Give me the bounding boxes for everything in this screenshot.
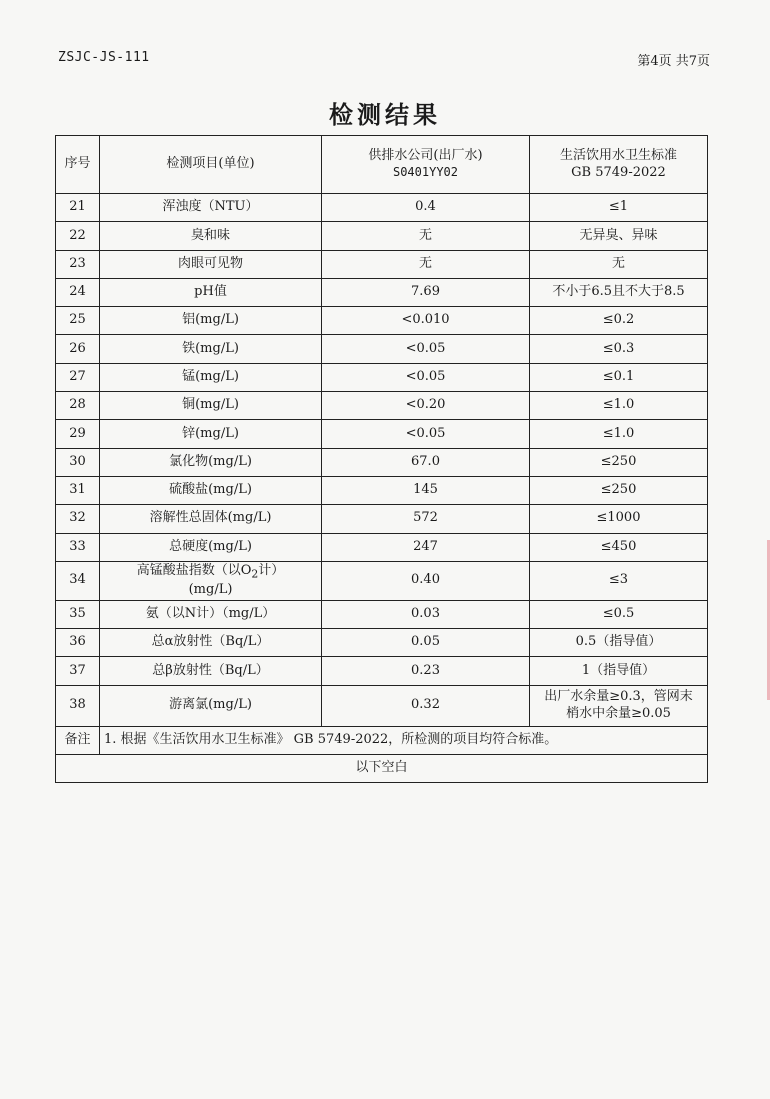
row-result: <0.05 xyxy=(322,363,530,391)
header-sample xyxy=(322,136,530,194)
row-item: 硫酸盐(mg/L) xyxy=(100,476,322,504)
row-limit: ≤0.1 xyxy=(530,363,708,391)
table-row xyxy=(56,278,708,306)
row-item-unit: (mg/L) xyxy=(188,581,233,597)
blank-row xyxy=(56,755,708,783)
row-result: 无 xyxy=(322,250,530,278)
row-no: 33 xyxy=(56,533,100,561)
blank-text: 以下空白 xyxy=(56,755,708,783)
page-title: 检测结果 xyxy=(329,101,441,129)
table-row xyxy=(56,250,708,278)
row-limit-line: 梢水中余量≥0.05 xyxy=(566,705,671,721)
row-limit: 1（指导值） xyxy=(530,657,708,685)
row-no: 28 xyxy=(56,392,100,420)
row-item: 总β放射性（Bq/L） xyxy=(100,657,322,685)
row-limit: 0.5（指导值） xyxy=(530,629,708,657)
table-row xyxy=(56,335,708,363)
row-result: <0.010 xyxy=(322,307,530,335)
row-limit: ≤1.0 xyxy=(530,392,708,420)
row-item: 氯化物(mg/L) xyxy=(100,448,322,476)
row-item: 氨（以N计）（mg/L） xyxy=(100,600,322,628)
row-result: 0.4 xyxy=(322,194,530,222)
row-item: 铝(mg/L) xyxy=(100,307,322,335)
row-limit: ≤250 xyxy=(530,476,708,504)
row-item-part: 高锰酸盐指数（以O xyxy=(136,563,252,579)
row-no: 38 xyxy=(56,685,100,726)
table-row xyxy=(56,629,708,657)
page-info: 第4页 共7页 xyxy=(637,54,710,69)
row-no: 31 xyxy=(56,476,100,504)
row-limit: ≤0.2 xyxy=(530,307,708,335)
header-item: 检测项目(单位) xyxy=(100,136,322,194)
row-limit: ≤1000 xyxy=(530,505,708,533)
row-limit: ≤1 xyxy=(530,194,708,222)
document-code: ZSJC-JS-111 xyxy=(58,50,150,65)
row-item: pH值 xyxy=(100,278,322,306)
header-sample-code: S0401YY02 xyxy=(392,165,459,180)
note-label: 备注 xyxy=(56,726,100,754)
row-item: 臭和味 xyxy=(100,222,322,250)
row-item: 锰(mg/L) xyxy=(100,363,322,391)
row-no: 37 xyxy=(56,657,100,685)
row-result: 无 xyxy=(322,222,530,250)
row-item: 溶解性总固体(mg/L) xyxy=(100,505,322,533)
row-limit xyxy=(530,685,708,726)
table-row xyxy=(56,533,708,561)
row-result: <0.20 xyxy=(322,392,530,420)
row-limit: 无 xyxy=(530,250,708,278)
row-item: 浑浊度（NTU） xyxy=(100,194,322,222)
row-result: 145 xyxy=(322,476,530,504)
table-row xyxy=(56,392,708,420)
table-row xyxy=(56,194,708,222)
table-row xyxy=(56,685,708,726)
row-item xyxy=(100,561,322,600)
header-seq: 序号 xyxy=(56,136,100,194)
results-table xyxy=(55,135,708,783)
row-item-part: 计） xyxy=(258,563,285,579)
row-item: 游离氯(mg/L) xyxy=(100,685,322,726)
row-limit: ≤0.3 xyxy=(530,335,708,363)
row-item: 总硬度(mg/L) xyxy=(100,533,322,561)
row-no: 34 xyxy=(56,561,100,600)
row-no: 32 xyxy=(56,505,100,533)
row-result: <0.05 xyxy=(322,420,530,448)
row-limit: 无异臭、异味 xyxy=(530,222,708,250)
row-result: 7.69 xyxy=(322,278,530,306)
row-no: 36 xyxy=(56,629,100,657)
row-limit: ≤250 xyxy=(530,448,708,476)
row-no: 27 xyxy=(56,363,100,391)
row-no: 22 xyxy=(56,222,100,250)
row-item: 总α放射性（Bq/L） xyxy=(100,629,322,657)
row-no: 29 xyxy=(56,420,100,448)
note-row xyxy=(56,726,708,754)
row-item: 锌(mg/L) xyxy=(100,420,322,448)
row-limit-line: 出厂水余量≥0.3，管网末 xyxy=(544,688,693,704)
row-result: 0.03 xyxy=(322,600,530,628)
row-item: 铜(mg/L) xyxy=(100,392,322,420)
table-row xyxy=(56,448,708,476)
row-no: 25 xyxy=(56,307,100,335)
header-sample-name: 供排水公司(出厂水) xyxy=(368,148,483,164)
row-no: 21 xyxy=(56,194,100,222)
row-no: 30 xyxy=(56,448,100,476)
table-row xyxy=(56,505,708,533)
row-no: 23 xyxy=(56,250,100,278)
row-limit: ≤0.5 xyxy=(530,600,708,628)
row-item: 铁(mg/L) xyxy=(100,335,322,363)
table-row xyxy=(56,363,708,391)
row-no: 35 xyxy=(56,600,100,628)
row-result: 572 xyxy=(322,505,530,533)
row-result: <0.05 xyxy=(322,335,530,363)
table-row xyxy=(56,600,708,628)
table-header-row xyxy=(56,136,708,194)
table-row xyxy=(56,420,708,448)
row-item: 肉眼可见物 xyxy=(100,250,322,278)
seal-edge xyxy=(761,540,770,700)
row-result: 0.05 xyxy=(322,629,530,657)
row-limit: ≤450 xyxy=(530,533,708,561)
note-text: 1. 根据《生活饮用水卫生标准》 GB 5749-2022，所检测的项目均符合标准。 xyxy=(100,726,708,754)
header-standard xyxy=(530,136,708,194)
table-row xyxy=(56,561,708,600)
row-result: 0.32 xyxy=(322,685,530,726)
table-row xyxy=(56,476,708,504)
row-limit: ≤1.0 xyxy=(530,420,708,448)
table-row xyxy=(56,307,708,335)
row-limit: 不小于6.5且不大于8.5 xyxy=(530,278,708,306)
row-result: 247 xyxy=(322,533,530,561)
header-standard-name: 生活饮用水卫生标准 xyxy=(559,147,677,163)
table-row xyxy=(56,657,708,685)
row-limit: ≤3 xyxy=(530,561,708,600)
row-result: 0.40 xyxy=(322,561,530,600)
table-row xyxy=(56,222,708,250)
row-result: 0.23 xyxy=(322,657,530,685)
row-result: 67.0 xyxy=(322,448,530,476)
header-standard-code: GB 5749-2022 xyxy=(571,164,666,180)
row-item-subscript: 2 xyxy=(251,567,259,581)
row-no: 24 xyxy=(56,278,100,306)
row-no: 26 xyxy=(56,335,100,363)
